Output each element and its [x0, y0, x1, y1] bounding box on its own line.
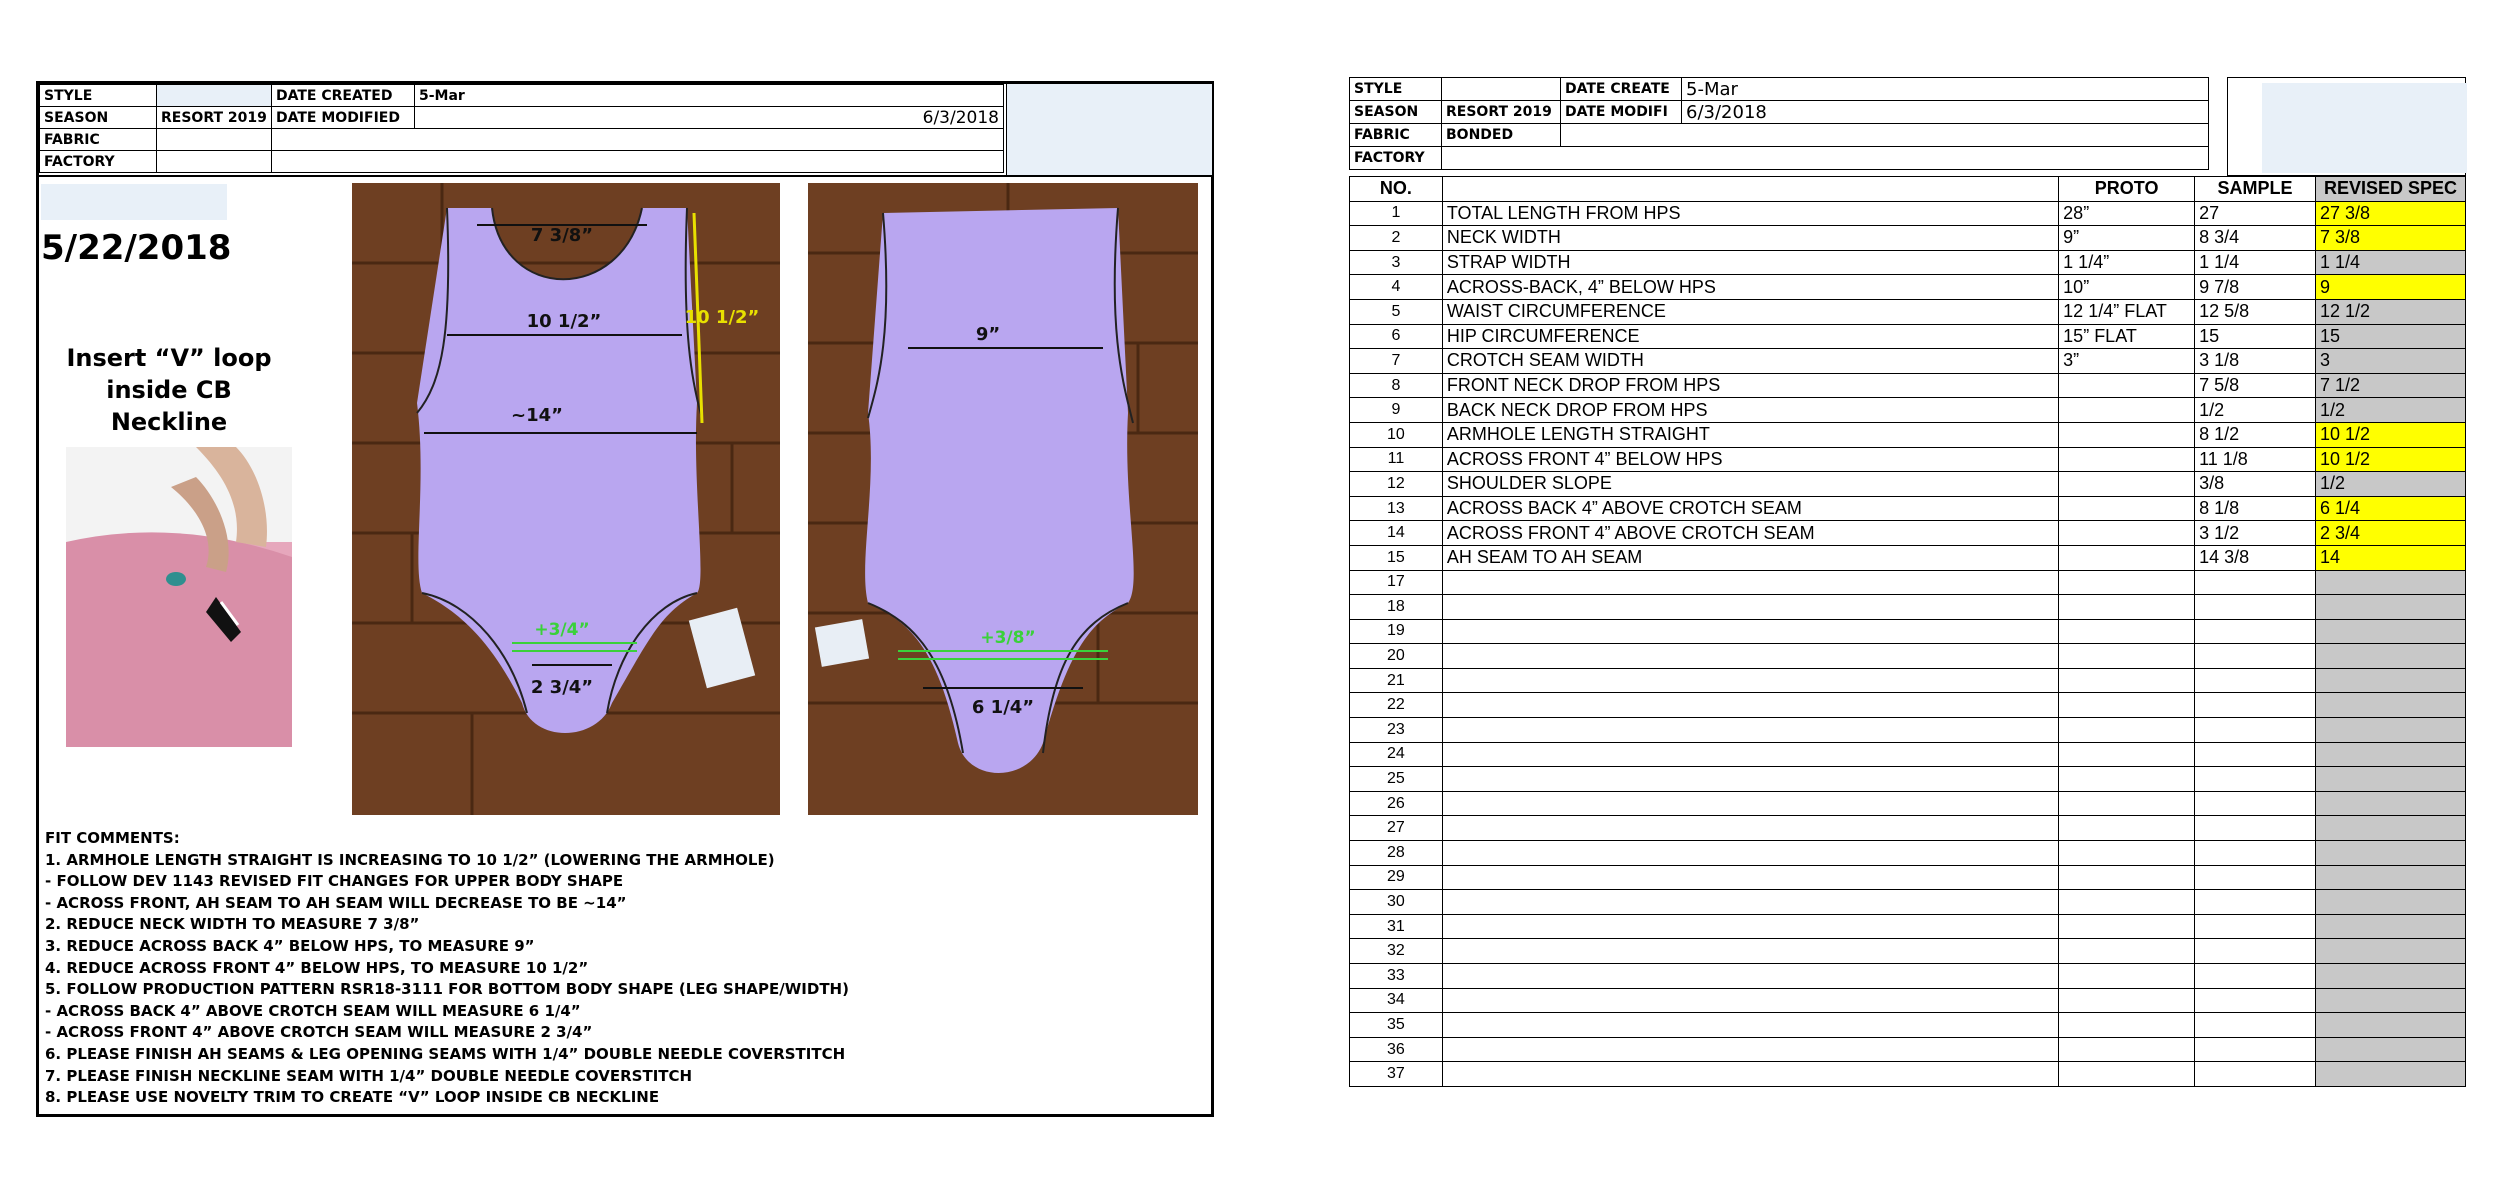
row-no: 12: [1350, 472, 1443, 497]
row-proto: [2059, 1037, 2195, 1062]
table-row: [1350, 275, 2466, 300]
table-row: [1350, 841, 2466, 866]
table-row: [1350, 373, 2466, 398]
row-proto: 10”: [2059, 275, 2195, 300]
table-row: [1350, 299, 2466, 324]
back-crotch-green-measure: +3/8”: [980, 628, 1036, 648]
table-row: [1350, 644, 2466, 669]
spec-header-row: [1350, 177, 2466, 202]
row-revised-spec: [2315, 1013, 2465, 1038]
back-lower-measure: 6 1/4”: [971, 697, 1035, 718]
row-no: 14: [1350, 521, 1443, 546]
row-proto: 12 1/4” FLAT: [2059, 299, 2195, 324]
row-revised-spec: 1 1/4: [2315, 250, 2465, 275]
row-sample: 14 3/8: [2195, 545, 2316, 570]
row-no: 13: [1350, 496, 1443, 521]
row-no: 20: [1350, 644, 1443, 669]
row-revised-spec: 1/2: [2315, 472, 2465, 497]
row-revised-spec: [2315, 693, 2465, 718]
row-description: [1442, 1037, 2058, 1062]
row-description: [1442, 570, 2058, 595]
row-description: [1442, 816, 2058, 841]
row-sample: [2195, 964, 2316, 989]
row-description: SHOULDER SLOPE: [1442, 472, 2058, 497]
row-no: 3: [1350, 250, 1443, 275]
row-proto: [2059, 816, 2195, 841]
neckline-detail-photo: [66, 447, 292, 747]
date-modified-label: DATE MODIFIED: [272, 107, 415, 129]
row-proto: [2059, 914, 2195, 939]
row-proto: [2059, 767, 2195, 792]
back-garment-photo: [808, 183, 1198, 815]
row-description: [1442, 718, 2058, 743]
row-no: 18: [1350, 595, 1443, 620]
spec-sheet: [1349, 77, 2466, 1125]
row-proto: [2059, 373, 2195, 398]
table-row: [1350, 742, 2466, 767]
row-revised-spec: 7 1/2: [2315, 373, 2465, 398]
fit-comments-title: FIT COMMENTS:: [45, 829, 180, 847]
row-sample: 8 1/8: [2195, 496, 2316, 521]
row-sample: [2195, 791, 2316, 816]
fabric-extra: [1561, 124, 2209, 147]
row-no: 34: [1350, 988, 1443, 1013]
fit-sheet: [36, 81, 1214, 1117]
table-row: [1350, 890, 2466, 915]
table-row: [1350, 816, 2466, 841]
table-row: [1350, 693, 2466, 718]
row-revised-spec: [2315, 742, 2465, 767]
row-sample: [2195, 693, 2316, 718]
row-proto: [2059, 570, 2195, 595]
fit-comment: - ACROSS FRONT 4” ABOVE CROTCH SEAM WILL MEASURE 2 3/4”: [45, 1023, 593, 1042]
col-desc: [1442, 177, 2058, 202]
row-description: [1442, 841, 2058, 866]
row-revised-spec: [2315, 816, 2465, 841]
row-no: 32: [1350, 939, 1443, 964]
row-description: [1442, 1062, 2058, 1087]
row-revised-spec: [2315, 939, 2465, 964]
row-sample: [2195, 841, 2316, 866]
row-sample: [2195, 988, 2316, 1013]
table-row: [1350, 1013, 2466, 1038]
logo-frame: [2227, 77, 2466, 176]
row-revised-spec: 12 1/2: [2315, 299, 2465, 324]
table-row: [1350, 545, 2466, 570]
row-no: 25: [1350, 767, 1443, 792]
row-no: 15: [1350, 545, 1443, 570]
row-revised-spec: 2 3/4: [2315, 521, 2465, 546]
row-revised-spec: [2315, 865, 2465, 890]
row-no: 10: [1350, 422, 1443, 447]
row-revised-spec: 9: [2315, 275, 2465, 300]
row-proto: [2059, 939, 2195, 964]
row-proto: [2059, 1013, 2195, 1038]
row-no: 23: [1350, 718, 1443, 743]
fit-comment: 2. REDUCE NECK WIDTH TO MEASURE 7 3/8”: [45, 915, 420, 934]
row-no: 27: [1350, 816, 1443, 841]
row-description: ACROSS FRONT 4” BELOW HPS: [1442, 447, 2058, 472]
factory-value: [157, 151, 272, 173]
row-no: 33: [1350, 964, 1443, 989]
col-sample: SAMPLE: [2195, 177, 2316, 202]
fit-comment: 7. PLEASE FINISH NECKLINE SEAM WITH 1/4” DOUBLE NEEDLE COVERSTITCH: [45, 1066, 693, 1085]
row-revised-spec: 14: [2315, 545, 2465, 570]
row-revised-spec: [2315, 841, 2465, 866]
factory-extra: [272, 151, 1004, 173]
fit-comment: - ACROSS FRONT, AH SEAM TO AH SEAM WILL DECREASE TO BE ~14”: [45, 893, 627, 912]
fabric-extra: [272, 129, 1004, 151]
front-crotch-measure: 2 3/4”: [530, 677, 594, 698]
row-description: [1442, 644, 2058, 669]
style-label: STYLE: [40, 85, 157, 107]
header-divider: [39, 175, 1211, 177]
front-upper-measure: 10 1/2”: [526, 311, 602, 332]
logo-placeholder: [2262, 83, 2467, 173]
row-sample: [2195, 644, 2316, 669]
season-label: SEASON: [40, 107, 157, 129]
row-sample: 12 5/8: [2195, 299, 2316, 324]
fabric-value: [157, 129, 272, 151]
table-row: [1350, 226, 2466, 251]
row-no: 6: [1350, 324, 1443, 349]
row-proto: [2059, 1062, 2195, 1087]
logo-placeholder: [1006, 84, 1212, 176]
row-no: 30: [1350, 890, 1443, 915]
front-garment-photo: [352, 183, 780, 815]
row-no: 29: [1350, 865, 1443, 890]
row-revised-spec: 27 3/8: [2315, 201, 2465, 226]
season-value: RESORT 2019: [1442, 101, 1561, 124]
row-proto: [2059, 472, 2195, 497]
fit-comment: 1. ARMHOLE LENGTH STRAIGHT IS INCREASING TO 10 1/2” (LOWERING THE ARMHOLE): [45, 850, 775, 869]
row-proto: [2059, 521, 2195, 546]
style-value: [1442, 78, 1561, 101]
row-proto: [2059, 791, 2195, 816]
date-created-label: DATE CREATE: [1561, 78, 1682, 101]
col-revised-spec: REVISED SPEC: [2315, 177, 2465, 202]
row-revised-spec: [2315, 619, 2465, 644]
table-row: [1350, 1037, 2466, 1062]
row-proto: [2059, 865, 2195, 890]
row-revised-spec: [2315, 914, 2465, 939]
row-proto: [2059, 545, 2195, 570]
table-row: [1350, 472, 2466, 497]
row-no: 9: [1350, 398, 1443, 423]
table-row: [1350, 595, 2466, 620]
row-sample: 3 1/2: [2195, 521, 2316, 546]
row-no: 7: [1350, 349, 1443, 374]
style-label: STYLE: [1350, 78, 1442, 101]
table-row: [1350, 988, 2466, 1013]
row-proto: [2059, 398, 2195, 423]
table-row: [1350, 447, 2466, 472]
tag-placeholder: [41, 184, 227, 220]
fit-comment: 3. REDUCE ACROSS BACK 4” BELOW HPS, TO MEASURE 9”: [45, 936, 535, 955]
date-modified-value: 6/3/2018: [415, 107, 1004, 129]
factory-label: FACTORY: [1350, 147, 1442, 170]
row-no: 2: [1350, 226, 1443, 251]
row-proto: [2059, 422, 2195, 447]
row-proto: 9”: [2059, 226, 2195, 251]
row-no: 19: [1350, 619, 1443, 644]
row-no: 24: [1350, 742, 1443, 767]
col-no: NO.: [1350, 177, 1443, 202]
row-revised-spec: 15: [2315, 324, 2465, 349]
front-crotch-green-measure: +3/4”: [534, 620, 590, 640]
row-sample: 8 3/4: [2195, 226, 2316, 251]
row-description: [1442, 890, 2058, 915]
row-description: ARMHOLE LENGTH STRAIGHT: [1442, 422, 2058, 447]
row-revised-spec: [2315, 718, 2465, 743]
table-row: [1350, 668, 2466, 693]
row-description: [1442, 939, 2058, 964]
front-neck-measure: 7 3/8”: [530, 225, 594, 246]
row-description: [1442, 988, 2058, 1013]
row-proto: [2059, 988, 2195, 1013]
factory-value: [1442, 147, 2209, 170]
row-no: 37: [1350, 1062, 1443, 1087]
row-description: [1442, 619, 2058, 644]
row-description: [1442, 693, 2058, 718]
style-value: [157, 85, 272, 107]
date-modified-value: 6/3/2018: [1682, 101, 2209, 124]
row-sample: 1 1/4: [2195, 250, 2316, 275]
fabric-value: BONDED: [1442, 124, 1561, 147]
row-revised-spec: 3: [2315, 349, 2465, 374]
row-sample: 3 1/8: [2195, 349, 2316, 374]
row-description: [1442, 865, 2058, 890]
fit-comment: - ACROSS BACK 4” ABOVE CROTCH SEAM WILL MEASURE 6 1/4”: [45, 1001, 581, 1020]
row-proto: [2059, 718, 2195, 743]
row-description: [1442, 767, 2058, 792]
row-proto: 1 1/4”: [2059, 250, 2195, 275]
fabric-label: FABRIC: [1350, 124, 1442, 147]
row-sample: [2195, 890, 2316, 915]
table-row: [1350, 767, 2466, 792]
season-value: RESORT 2019: [157, 107, 272, 129]
row-description: ACROSS BACK 4” ABOVE CROTCH SEAM: [1442, 496, 2058, 521]
row-description: TOTAL LENGTH FROM HPS: [1442, 201, 2058, 226]
row-proto: 15” FLAT: [2059, 324, 2195, 349]
date-modified-label: DATE MODIFI: [1561, 101, 1682, 124]
table-row: [1350, 865, 2466, 890]
row-revised-spec: 7 3/8: [2315, 226, 2465, 251]
row-sample: 9 7/8: [2195, 275, 2316, 300]
row-description: [1442, 595, 2058, 620]
row-revised-spec: 6 1/4: [2315, 496, 2465, 521]
row-revised-spec: [2315, 1037, 2465, 1062]
row-sample: [2195, 619, 2316, 644]
col-proto: PROTO: [2059, 177, 2195, 202]
table-row: [1350, 496, 2466, 521]
season-label: SEASON: [1350, 101, 1442, 124]
table-row: [1350, 1062, 2466, 1087]
row-proto: [2059, 447, 2195, 472]
spec-sheet-header: [1349, 77, 2209, 170]
row-no: 21: [1350, 668, 1443, 693]
row-description: NECK WIDTH: [1442, 226, 2058, 251]
table-row: [1350, 939, 2466, 964]
row-proto: [2059, 890, 2195, 915]
row-revised-spec: [2315, 668, 2465, 693]
row-description: ACROSS FRONT 4” ABOVE CROTCH SEAM: [1442, 521, 2058, 546]
row-proto: [2059, 619, 2195, 644]
back-across-measure: 9”: [975, 324, 1001, 345]
row-sample: [2195, 742, 2316, 767]
row-sample: [2195, 718, 2316, 743]
factory-label: FACTORY: [40, 151, 157, 173]
row-sample: [2195, 816, 2316, 841]
row-sample: [2195, 939, 2316, 964]
row-sample: 11 1/8: [2195, 447, 2316, 472]
table-row: [1350, 570, 2466, 595]
table-row: [1350, 791, 2466, 816]
row-proto: [2059, 742, 2195, 767]
fabric-label: FABRIC: [40, 129, 157, 151]
spec-body: [1350, 201, 2466, 1086]
row-proto: [2059, 964, 2195, 989]
row-description: FRONT NECK DROP FROM HPS: [1442, 373, 2058, 398]
row-no: 22: [1350, 693, 1443, 718]
row-description: WAIST CIRCUMFERENCE: [1442, 299, 2058, 324]
row-no: 4: [1350, 275, 1443, 300]
row-sample: 1/2: [2195, 398, 2316, 423]
row-revised-spec: 1/2: [2315, 398, 2465, 423]
row-no: 36: [1350, 1037, 1443, 1062]
row-no: 26: [1350, 791, 1443, 816]
row-description: CROTCH SEAM WIDTH: [1442, 349, 2058, 374]
row-proto: [2059, 668, 2195, 693]
row-sample: 8 1/2: [2195, 422, 2316, 447]
row-proto: 28”: [2059, 201, 2195, 226]
row-revised-spec: [2315, 988, 2465, 1013]
row-sample: [2195, 1013, 2316, 1038]
table-row: [1350, 349, 2466, 374]
row-sample: 15: [2195, 324, 2316, 349]
row-sample: [2195, 570, 2316, 595]
fit-comment: 4. REDUCE ACROSS FRONT 4” BELOW HPS, TO MEASURE 10 1/2”: [45, 958, 589, 977]
table-row: [1350, 201, 2466, 226]
row-revised-spec: [2315, 595, 2465, 620]
row-description: [1442, 1013, 2058, 1038]
table-row: [1350, 619, 2466, 644]
row-description: STRAP WIDTH: [1442, 250, 2058, 275]
date-created-label: DATE CREATED: [272, 85, 415, 107]
table-row: [1350, 422, 2466, 447]
row-sample: [2195, 1037, 2316, 1062]
row-description: [1442, 742, 2058, 767]
table-row: [1350, 521, 2466, 546]
fit-comment: 5. FOLLOW PRODUCTION PATTERN RSR18-3111 FOR BOTTOM BODY SHAPE (LEG SHAPE/WIDTH): [45, 980, 849, 999]
row-description: [1442, 964, 2058, 989]
row-revised-spec: [2315, 1062, 2465, 1087]
table-row: [1350, 964, 2466, 989]
fit-comment: 8. PLEASE USE NOVELTY TRIM TO CREATE “V” LOOP INSIDE CB NECKLINE: [45, 1088, 660, 1107]
row-proto: [2059, 841, 2195, 866]
table-row: [1350, 718, 2466, 743]
row-revised-spec: [2315, 791, 2465, 816]
row-no: 17: [1350, 570, 1443, 595]
row-sample: 27: [2195, 201, 2316, 226]
fit-date: 5/22/2018: [41, 228, 232, 268]
row-revised-spec: [2315, 570, 2465, 595]
table-row: [1350, 324, 2466, 349]
row-revised-spec: [2315, 644, 2465, 669]
row-no: 1: [1350, 201, 1443, 226]
row-revised-spec: [2315, 964, 2465, 989]
row-revised-spec: [2315, 890, 2465, 915]
fit-comments: [45, 828, 1205, 1109]
row-sample: 3/8: [2195, 472, 2316, 497]
row-description: [1442, 791, 2058, 816]
row-proto: [2059, 496, 2195, 521]
front-armhole-measure: 10 1/2”: [684, 307, 760, 328]
row-proto: 3”: [2059, 349, 2195, 374]
fit-sheet-header: [39, 84, 1004, 173]
row-sample: [2195, 1062, 2316, 1087]
fit-comment: - FOLLOW DEV 1143 REVISED FIT CHANGES FOR UPPER BODY SHAPE: [45, 872, 624, 891]
insert-note: Insert “V” loop inside CB Neckline: [66, 344, 272, 436]
row-description: BACK NECK DROP FROM HPS: [1442, 398, 2058, 423]
row-revised-spec: [2315, 767, 2465, 792]
row-no: 35: [1350, 1013, 1443, 1038]
row-no: 28: [1350, 841, 1443, 866]
row-no: 11: [1350, 447, 1443, 472]
row-revised-spec: 10 1/2: [2315, 447, 2465, 472]
date-created-value: 5-Mar: [415, 85, 1004, 107]
row-revised-spec: 10 1/2: [2315, 422, 2465, 447]
row-description: [1442, 668, 2058, 693]
row-description: [1442, 914, 2058, 939]
row-sample: 7 5/8: [2195, 373, 2316, 398]
spec-table: [1349, 176, 2466, 1087]
fit-comment: 6. PLEASE FINISH AH SEAMS & LEG OPENING SEAMS WITH 1/4” DOUBLE NEEDLE COVERSTITCH: [45, 1044, 846, 1063]
row-sample: [2195, 668, 2316, 693]
row-proto: [2059, 595, 2195, 620]
row-description: ACROSS-BACK, 4” BELOW HPS: [1442, 275, 2058, 300]
table-row: [1350, 914, 2466, 939]
table-row: [1350, 250, 2466, 275]
row-sample: [2195, 865, 2316, 890]
row-sample: [2195, 914, 2316, 939]
date-created-value: 5-Mar: [1682, 78, 2209, 101]
row-no: 31: [1350, 914, 1443, 939]
row-description: HIP CIRCUMFERENCE: [1442, 324, 2058, 349]
front-chest-measure: ~14”: [511, 405, 563, 426]
row-no: 5: [1350, 299, 1443, 324]
row-sample: [2195, 767, 2316, 792]
row-proto: [2059, 644, 2195, 669]
row-no: 8: [1350, 373, 1443, 398]
table-row: [1350, 398, 2466, 423]
row-description: AH SEAM TO AH SEAM: [1442, 545, 2058, 570]
row-proto: [2059, 693, 2195, 718]
row-sample: [2195, 595, 2316, 620]
